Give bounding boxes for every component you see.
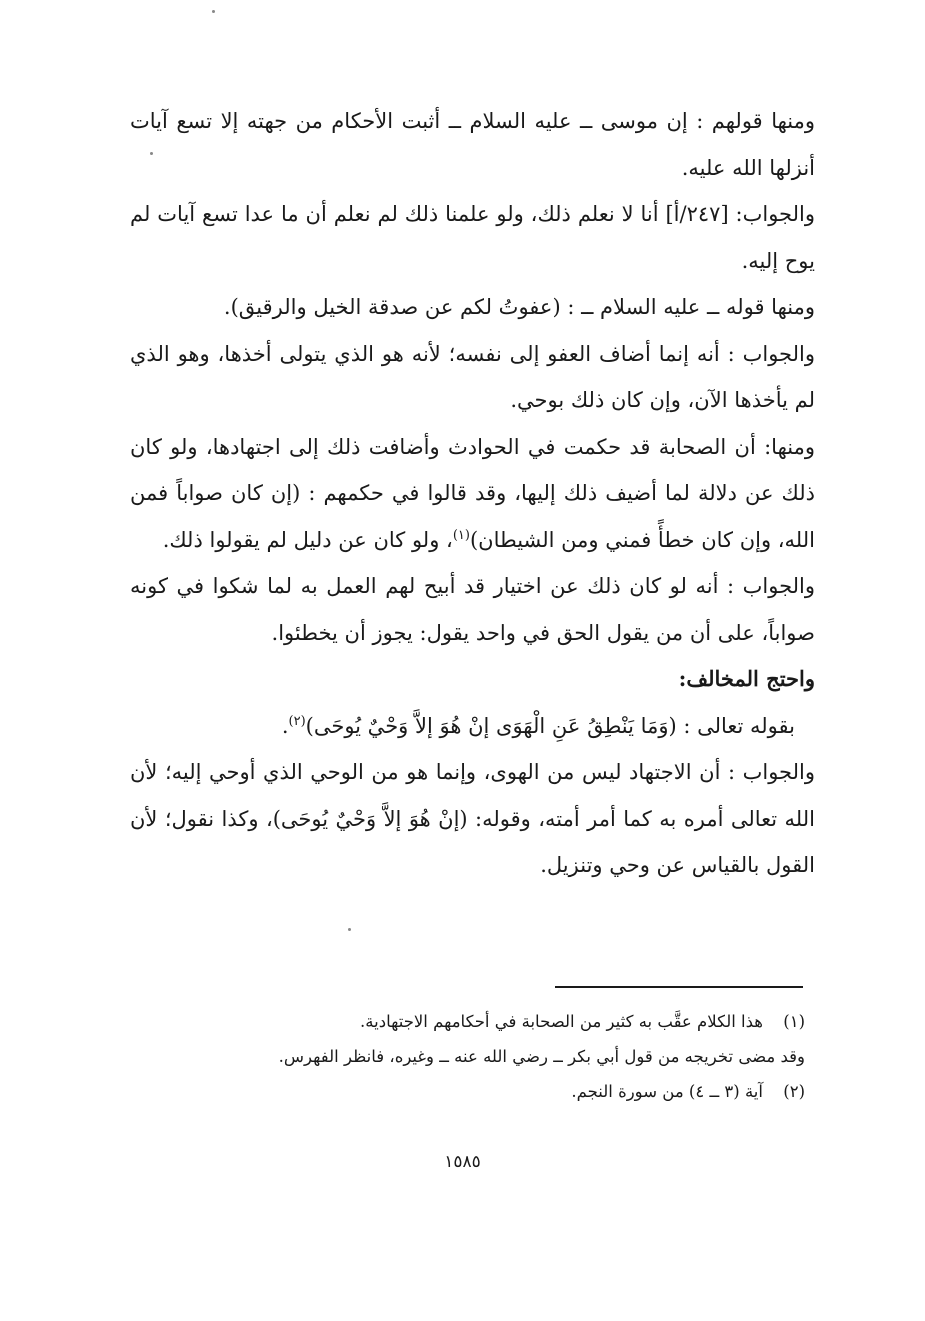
scan-speck (212, 10, 215, 13)
paragraph-7 (130, 703, 815, 750)
paragraph-5-tail: ، ولو كان عن دليل لم يقولوا ذلك. (162, 527, 453, 552)
paragraph-2: والجواب: [٢٤٧/أ] أنا لا نعلم ذلك، ولو علمنا ذلك لم نعلم أن ما عدا تسع آيات لم يوح إليه. (130, 202, 815, 273)
footnote-2-number: (٢) (783, 1082, 805, 1101)
paragraph-3: ومنها قوله ــ عليه السلام ــ : (عفوتُ لكم عن صدقة الخيل والرقيق). (223, 295, 815, 319)
footnote-1-number: (١) (783, 1012, 805, 1031)
footnotes (120, 1004, 805, 1109)
paragraph-6: والجواب : أنه لو كان ذلك عن اختيار قد أبيح لهم العمل به لما شكوا في كونه صواباً، على أن من يقول الحق في واحد يقول: يجوز أن يخطئوا. (130, 574, 815, 645)
paragraph-7-text: بقوله تعالى : (وَمَا يَنْطِقُ عَنِ الْهَوَى إنْ هُوَ إلاَّ وَحْيٌ يُوحَى) (305, 713, 795, 738)
footnote-separator (555, 986, 803, 988)
paragraph-1: ومنها قولهم : إن موسى ــ عليه السلام ــ أثبت الأحكام من جهته إلا تسع آيات أنزلها الله عليه. (130, 109, 815, 180)
paragraph-8: والجواب : أن الاجتهاد ليس من الهوى، وإنما هو من الوحي الذي أوحي إليه؛ لأن الله تعالى أمره به كما أمر أمته، وقوله: (إنْ هُوَ إلاَّ وَحْيٌ يُوحَى)، وكذا نقول؛ لأن القول بالقياس عن وحي وتنزيل. (130, 760, 815, 877)
scan-speck (348, 928, 351, 931)
footnote-1 (120, 1004, 805, 1039)
footnote-1-text: هذا الكلام عقَّب به كثير من الصحابة في أحكامهم الاجتهادية. (360, 1012, 763, 1031)
footnote-ref-2: (٢) (288, 713, 306, 729)
section-heading: واحتج المخالف: (678, 666, 815, 691)
footnote-1-continued: وقد مضى تخريجه من قول أبي بكر ــ رضي الله عنه ــ وغيره، فانظر الفهرس. (278, 1047, 805, 1066)
paragraph-7-tail: . (281, 713, 289, 738)
footnote-ref-1: (١) (452, 527, 470, 543)
paragraph-4: والجواب : أنه إنما أضاف العفو إلى نفسه؛ لأنه هو الذي يتولى أخذها، وهو الذي لم يأخذها الآن، وإن كان ذلك بوحي. (130, 341, 815, 412)
main-text (130, 98, 815, 889)
paragraph-5-text: ومنها: أن الصحابة قد حكمت في الحوادث وأضافت ذلك إلى اجتهادها، ولو كان ذلك عن دلالة لما أضيف ذلك إليها، وقد قالوا في حكمهم : (إن كان صواباً فمن الله، وإن كان خطأً فمني ومن الشيطان) (130, 434, 815, 552)
footnote-2-text: آية (٣ ــ ٤) من سورة النجم. (571, 1082, 763, 1101)
page-number: ١٥٨٥ (444, 1152, 481, 1172)
footnote-2 (120, 1074, 805, 1109)
paragraph-5 (130, 424, 815, 564)
